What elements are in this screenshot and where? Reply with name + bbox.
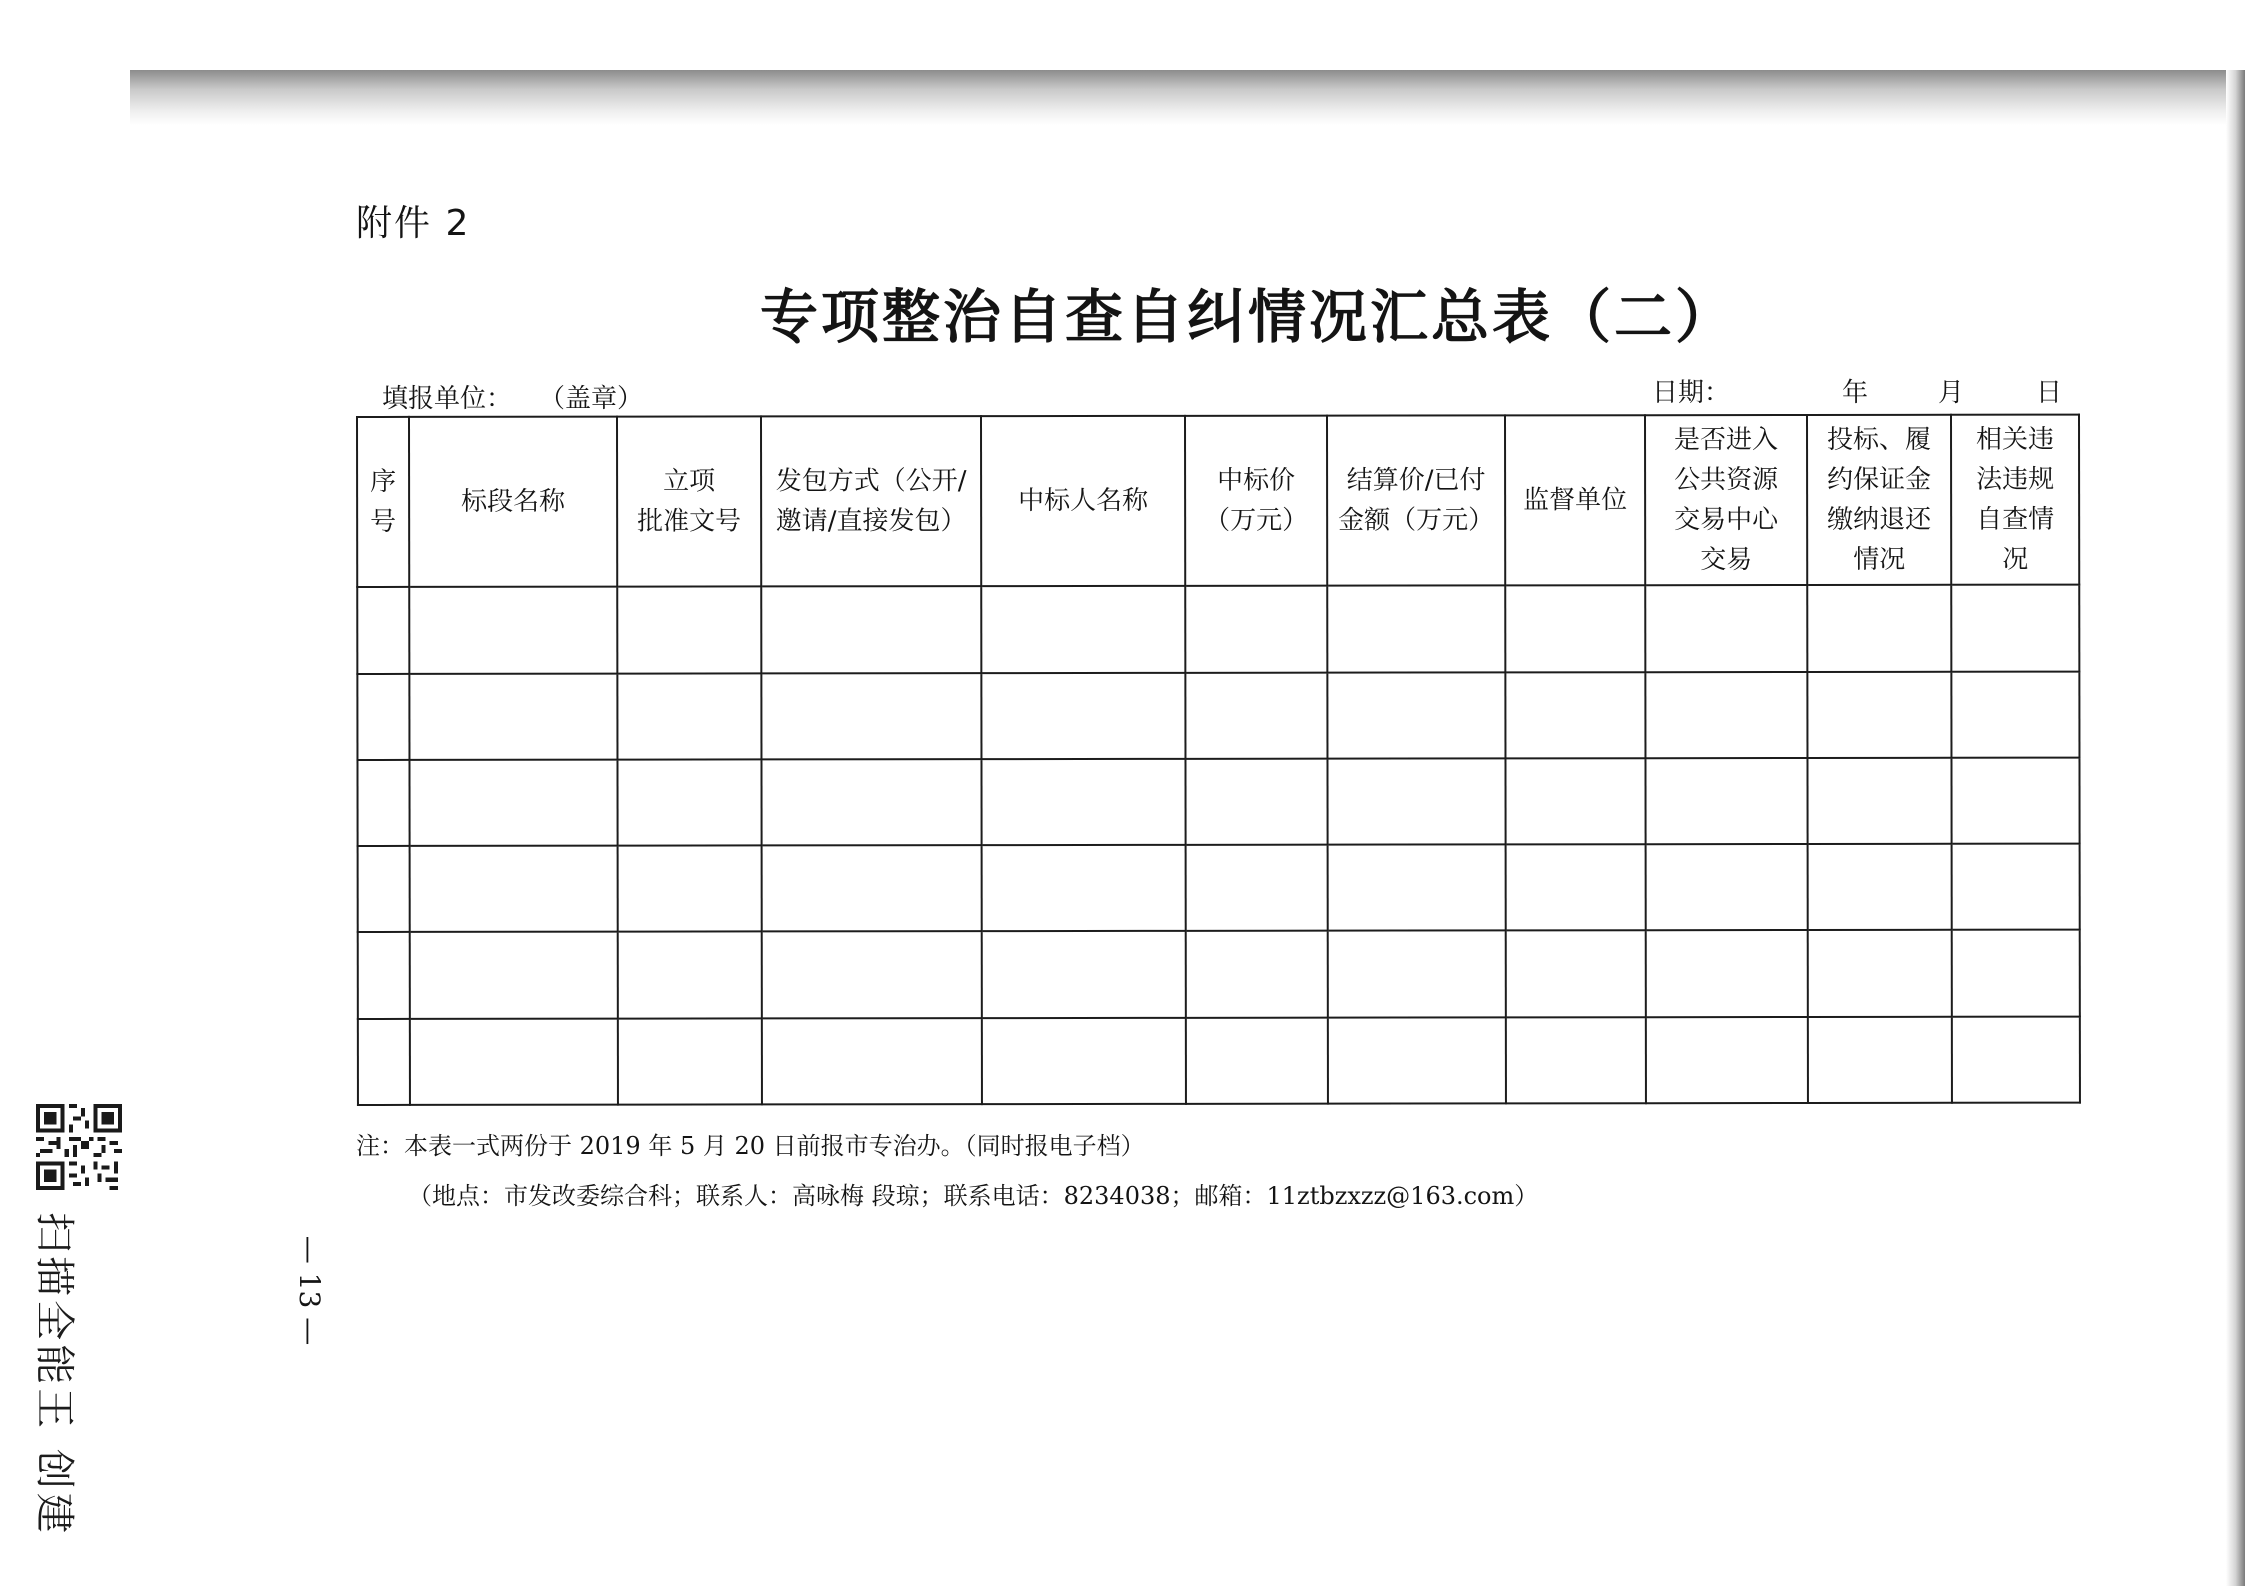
table-cell (1808, 930, 1952, 1016)
column-header (357, 417, 409, 588)
table-cell (1328, 845, 1506, 931)
column-header (1645, 415, 1807, 586)
table-cell (762, 1018, 982, 1105)
summary-table-body (357, 415, 2080, 1105)
table-cell (618, 932, 762, 1018)
table-cell (1185, 672, 1327, 758)
table-cell (1505, 586, 1645, 672)
table-cell (1505, 758, 1645, 844)
column-header-line: 交易中心 (1674, 505, 1779, 536)
table-row (357, 758, 2079, 847)
table-cell (1807, 672, 1951, 758)
table-cell (617, 759, 761, 845)
watermark-label: 扫描全能王 创建 (30, 1211, 77, 1537)
table-cell (1645, 672, 1807, 758)
column-header-line: 公共资源 (1674, 465, 1779, 496)
table-cell (1328, 931, 1506, 1017)
table-cell (981, 759, 1185, 846)
column-header-line: 号 (370, 507, 397, 538)
table-cell (761, 587, 981, 674)
summary-table (356, 414, 2081, 1106)
column-header-line: 相关违 (1975, 424, 2055, 455)
table-cell (1807, 758, 1951, 844)
table-cell (1646, 1017, 1808, 1103)
table-cell (618, 1018, 762, 1104)
scan-shadow-top (130, 70, 2245, 125)
column-header-line: 自查情 (1976, 504, 2055, 535)
table-cell (357, 760, 409, 846)
column-header-line: 中标价 (1217, 465, 1296, 497)
watermark-text (30, 1211, 84, 1537)
table-cell (1186, 1017, 1328, 1103)
column-header-line: 交易 (1700, 545, 1753, 576)
table-cell (1952, 1016, 2080, 1102)
table-cell (618, 846, 762, 932)
column-header (1807, 415, 1951, 586)
column-header-line: 标段名称 (461, 486, 566, 518)
column-header-line: （万元） (1204, 505, 1309, 537)
column-header-line: 序 (370, 467, 397, 498)
column-header-line: 批准文号 (637, 506, 742, 537)
date-year: 年 (1842, 378, 1869, 408)
column-header (617, 416, 761, 587)
column-header (409, 417, 617, 588)
table-cell (761, 673, 981, 760)
table-row (358, 930, 2080, 1019)
table-row (358, 1016, 2080, 1105)
note-deadline: 注：本表一式两份于 2019 年 5 月 20 日前报市专治办。（同时报电子档） (356, 1132, 1145, 1160)
table-cell (981, 673, 1185, 760)
table-cell (410, 846, 618, 933)
column-header (1951, 415, 2079, 586)
column-header-line: 况 (2002, 544, 2029, 575)
table-cell (1952, 930, 2080, 1016)
column-header-line: 立项 (663, 466, 716, 497)
table-cell (1952, 844, 2080, 930)
table-cell (1327, 758, 1505, 844)
table-cell (409, 673, 617, 760)
column-header-line: 是否进入 (1673, 425, 1779, 456)
table-cell (982, 1018, 1186, 1105)
table-cell (1506, 844, 1646, 930)
table-cell (1808, 844, 1952, 930)
fill-unit-row (382, 378, 643, 415)
column-header (981, 416, 1185, 587)
table-cell (409, 587, 617, 674)
date-month: 月 (1938, 378, 1965, 408)
column-header-line: 发包方式（公开/ (775, 466, 967, 497)
table-cell (1807, 585, 1951, 671)
page-number-label: — 13 — (293, 1235, 327, 1345)
scan-shadow-right (2226, 70, 2245, 1586)
table-cell (1951, 671, 2079, 757)
date-day: 日 (2036, 378, 2063, 408)
table-header-row (357, 415, 2079, 588)
table-cell (1506, 1017, 1646, 1103)
table-cell (409, 760, 617, 847)
table-cell (1327, 586, 1505, 672)
column-header-line: 约保证金 (1827, 465, 1932, 496)
table-cell (1646, 844, 1808, 930)
table-cell (1186, 931, 1328, 1017)
table-cell (1328, 1017, 1506, 1104)
page-number (282, 1220, 338, 1360)
table-cell (617, 673, 761, 759)
column-header (1505, 415, 1645, 586)
attachment-label: 附件 2 (356, 203, 471, 244)
table-cell (410, 1018, 618, 1105)
column-header-line: 缴纳退还 (1827, 505, 1932, 536)
table-cell (982, 931, 1186, 1018)
table-cell (1185, 586, 1327, 672)
table-cell (1506, 931, 1646, 1017)
document-title: 专项整治自查自纠情况汇总表（二） (760, 283, 1737, 351)
column-header-line: 中标人名称 (1018, 486, 1149, 517)
note-contact: （地点：市发改委综合科；联系人：高咏梅 段琼；联系电话：8234038；邮箱：11ztbzxzz@163.com） (408, 1182, 1539, 1210)
date-label: 日期： (1652, 378, 1731, 408)
table-cell (762, 845, 982, 932)
table-cell (1645, 758, 1807, 844)
table-cell (358, 846, 410, 932)
table-cell (981, 586, 1185, 673)
column-header (761, 416, 981, 587)
table-cell (1951, 758, 2079, 844)
table-cell (358, 932, 410, 1018)
column-header (1185, 416, 1327, 587)
fill-unit-label: 填报单位： (382, 384, 513, 414)
column-header-line: 情况 (1853, 545, 1906, 576)
column-header-line: 法违规 (1976, 464, 2055, 495)
qr-code-icon (36, 1104, 122, 1190)
table-cell (1185, 759, 1327, 845)
seal-label: （盖章） (552, 384, 644, 414)
table-cell (617, 587, 761, 673)
table-cell (1505, 672, 1645, 758)
column-header-line: 结算价/已付 (1346, 465, 1486, 496)
table-cell (761, 759, 981, 846)
table-cell (1951, 585, 2079, 671)
column-header-line: 监督单位 (1523, 485, 1628, 516)
table-cell (1645, 585, 1807, 671)
table-cell (982, 845, 1186, 932)
table-cell (410, 932, 618, 1019)
table-row (357, 585, 2079, 674)
table-cell (762, 932, 982, 1019)
column-header (1327, 415, 1505, 586)
table-row (358, 844, 2080, 933)
table-cell (1646, 930, 1808, 1016)
table-cell (357, 674, 409, 760)
column-header-line: 邀请/直接发包） (775, 506, 967, 537)
table-row (357, 671, 2079, 760)
table-cell (1808, 1017, 1952, 1103)
table-cell (357, 587, 409, 673)
column-header-line: 金额（万元） (1338, 505, 1495, 536)
column-header-line: 投标、履 (1826, 425, 1932, 456)
table-cell (1186, 845, 1328, 931)
table-cell (358, 1019, 410, 1105)
table-cell (1327, 672, 1505, 758)
